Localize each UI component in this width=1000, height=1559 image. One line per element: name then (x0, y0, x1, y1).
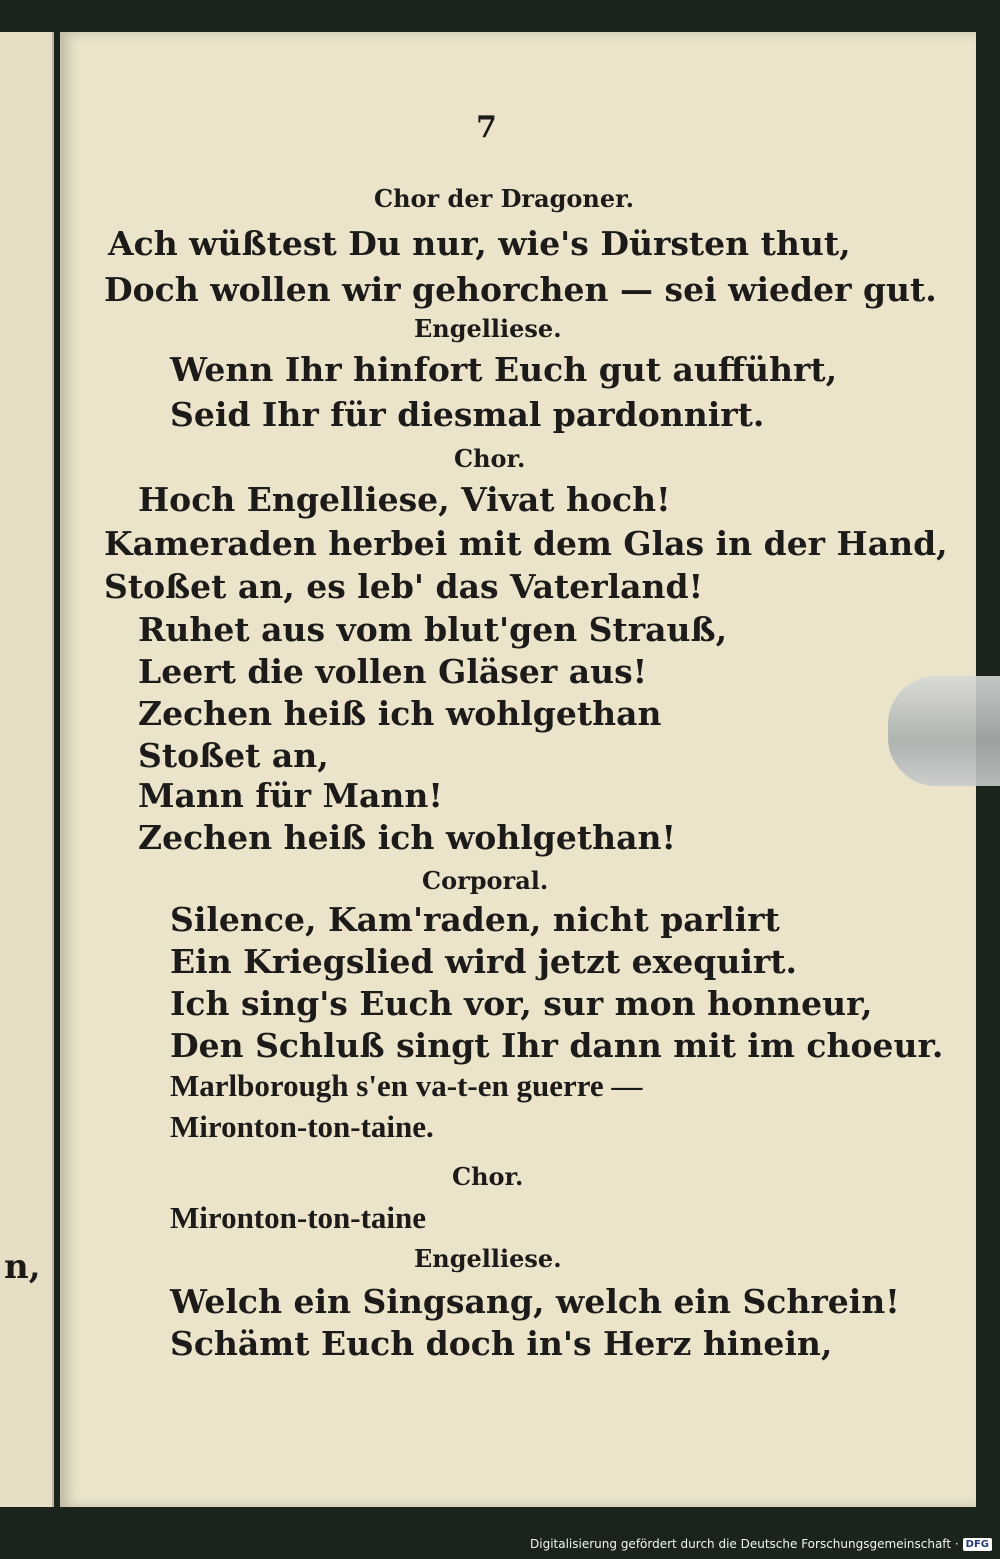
dfg-logo: DFG (963, 1538, 992, 1551)
verse-line: Ach wüßtest Du nur, wie's Dürsten thut, (108, 224, 851, 263)
left-page-edge (0, 32, 54, 1507)
digitization-credit (530, 1537, 992, 1551)
book-page (60, 32, 976, 1507)
verse-line: Schämt Euch doch in's Herz hinein, (170, 1324, 833, 1363)
verse-line: Leert die vollen Gläser aus! (138, 652, 648, 691)
verse-line: Silence, Kam'raden, nicht parlirt (170, 900, 780, 939)
speaker-heading: Chor. (454, 444, 526, 473)
verse-line: Kameraden herbei mit dem Glas in der Hand, (104, 524, 948, 563)
verse-line: Stoßet an, es leb' das Vaterland! (104, 567, 704, 606)
page-clip (888, 676, 1000, 786)
verse-line: Wenn Ihr hinfort Euch gut aufführt, (170, 350, 838, 389)
verse-line: Zechen heiß ich wohlgethan! (138, 818, 676, 857)
latin-verse-line: Marlborough s'en va-t-en guerre — (170, 1068, 643, 1103)
verse-line: Ein Kriegslied wird jetzt exequirt. (170, 942, 797, 981)
verse-line: Welch ein Singsang, welch ein Schrein! (170, 1282, 900, 1321)
verse-line: Mann für Mann! (138, 776, 443, 815)
verse-line: Zechen heiß ich wohlgethan (138, 694, 662, 733)
verse-line: Seid Ihr für diesmal pardonnirt. (170, 395, 765, 434)
speaker-heading: Chor. (452, 1162, 524, 1191)
verse-line: Ich sing's Euch vor, sur mon honneur, (170, 984, 873, 1023)
latin-verse-line: Mironton-ton-taine. (170, 1109, 434, 1144)
latin-verse-line: Mironton-ton-taine (170, 1200, 427, 1235)
speaker-heading: Engelliese. (414, 314, 562, 343)
credit-text: Digitalisierung gefördert durch die Deutsche Forschungsgemeinschaft · (530, 1537, 959, 1551)
speaker-heading: Engelliese. (414, 1244, 562, 1273)
verse-line: Doch wollen wir gehorchen — sei wieder gut. (104, 270, 937, 309)
speaker-heading: Chor der Dragoner. (374, 184, 634, 213)
verse-line: Stoßet an, (138, 736, 329, 775)
verse-line: Den Schluß singt Ihr dann mit im choeur. (170, 1026, 944, 1065)
verse-line: Hoch Engelliese, Vivat hoch! (138, 480, 671, 519)
left-page-fragment: n, (4, 1247, 41, 1287)
verse-line: Ruhet aus vom blut'gen Strauß, (138, 610, 728, 649)
page-number: 7 (476, 110, 497, 145)
speaker-heading: Corporal. (422, 866, 549, 895)
